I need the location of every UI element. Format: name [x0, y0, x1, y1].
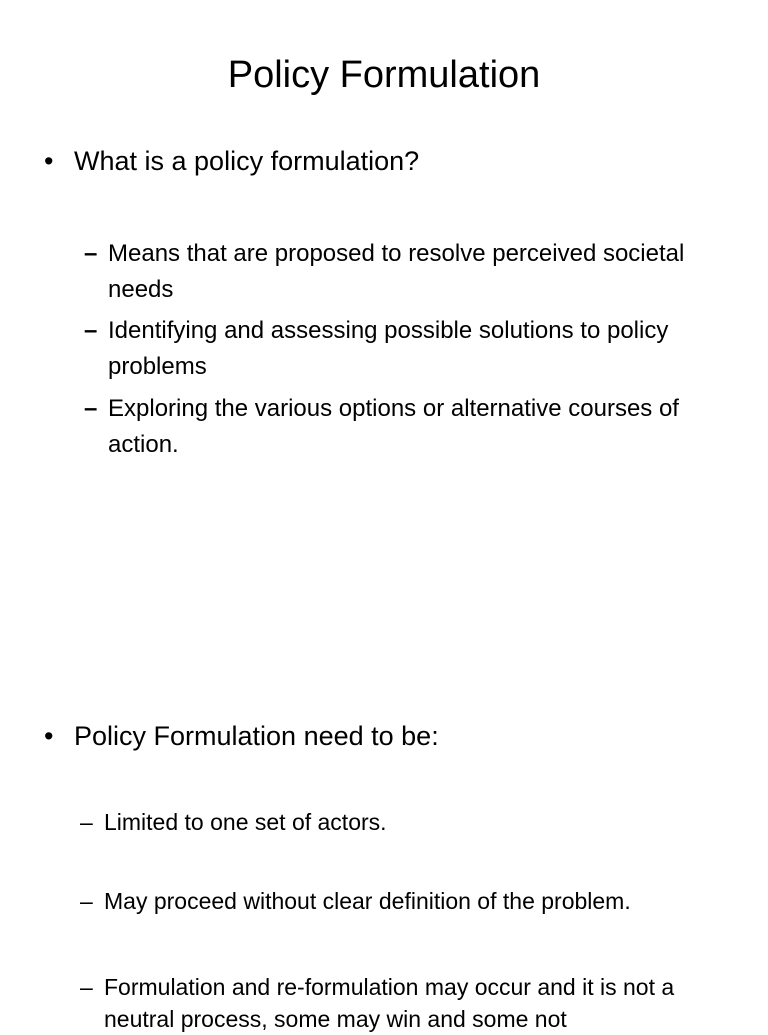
slide-title: Policy Formulation [227, 54, 541, 96]
sub-item-text: Means that are proposed to resolve perceived societal needs [108, 240, 685, 303]
sub-item-limited [80, 806, 740, 838]
bullet-marker: • [44, 146, 54, 176]
sub-item-means [84, 236, 714, 308]
dash-marker: – [80, 888, 93, 914]
bullet-what-is-policy-formulation [44, 144, 744, 178]
dash-marker: – [84, 395, 98, 422]
sub-item-text: Identifying and assessing possible solutions to policy problems [108, 317, 669, 380]
sub-item-text: Formulation and re-formulation may occur and it is not a neutral process, some may win and some not [104, 974, 675, 1032]
sub-item-formulation [80, 971, 740, 1035]
dash-marker: – [80, 974, 93, 1000]
dash-marker: – [84, 317, 98, 344]
bullet-marker: • [44, 721, 54, 751]
bullet-text: Policy Formulation need to be: [74, 721, 439, 751]
sub-item-text: Limited to one set of actors. [104, 809, 387, 835]
sub-item-text: Exploring the various options or alternative courses of action. [108, 395, 679, 458]
bullet-policy-formulation-need [44, 719, 744, 753]
sub-item-may-proceed [80, 885, 740, 917]
bullet-text: What is a policy formulation? [74, 146, 420, 176]
dash-marker: – [84, 240, 98, 267]
sub-item-exploring [84, 391, 714, 463]
dash-marker: – [80, 809, 93, 835]
sub-item-identifying [84, 313, 714, 385]
sub-item-text: May proceed without clear definition of the problem. [104, 888, 631, 914]
